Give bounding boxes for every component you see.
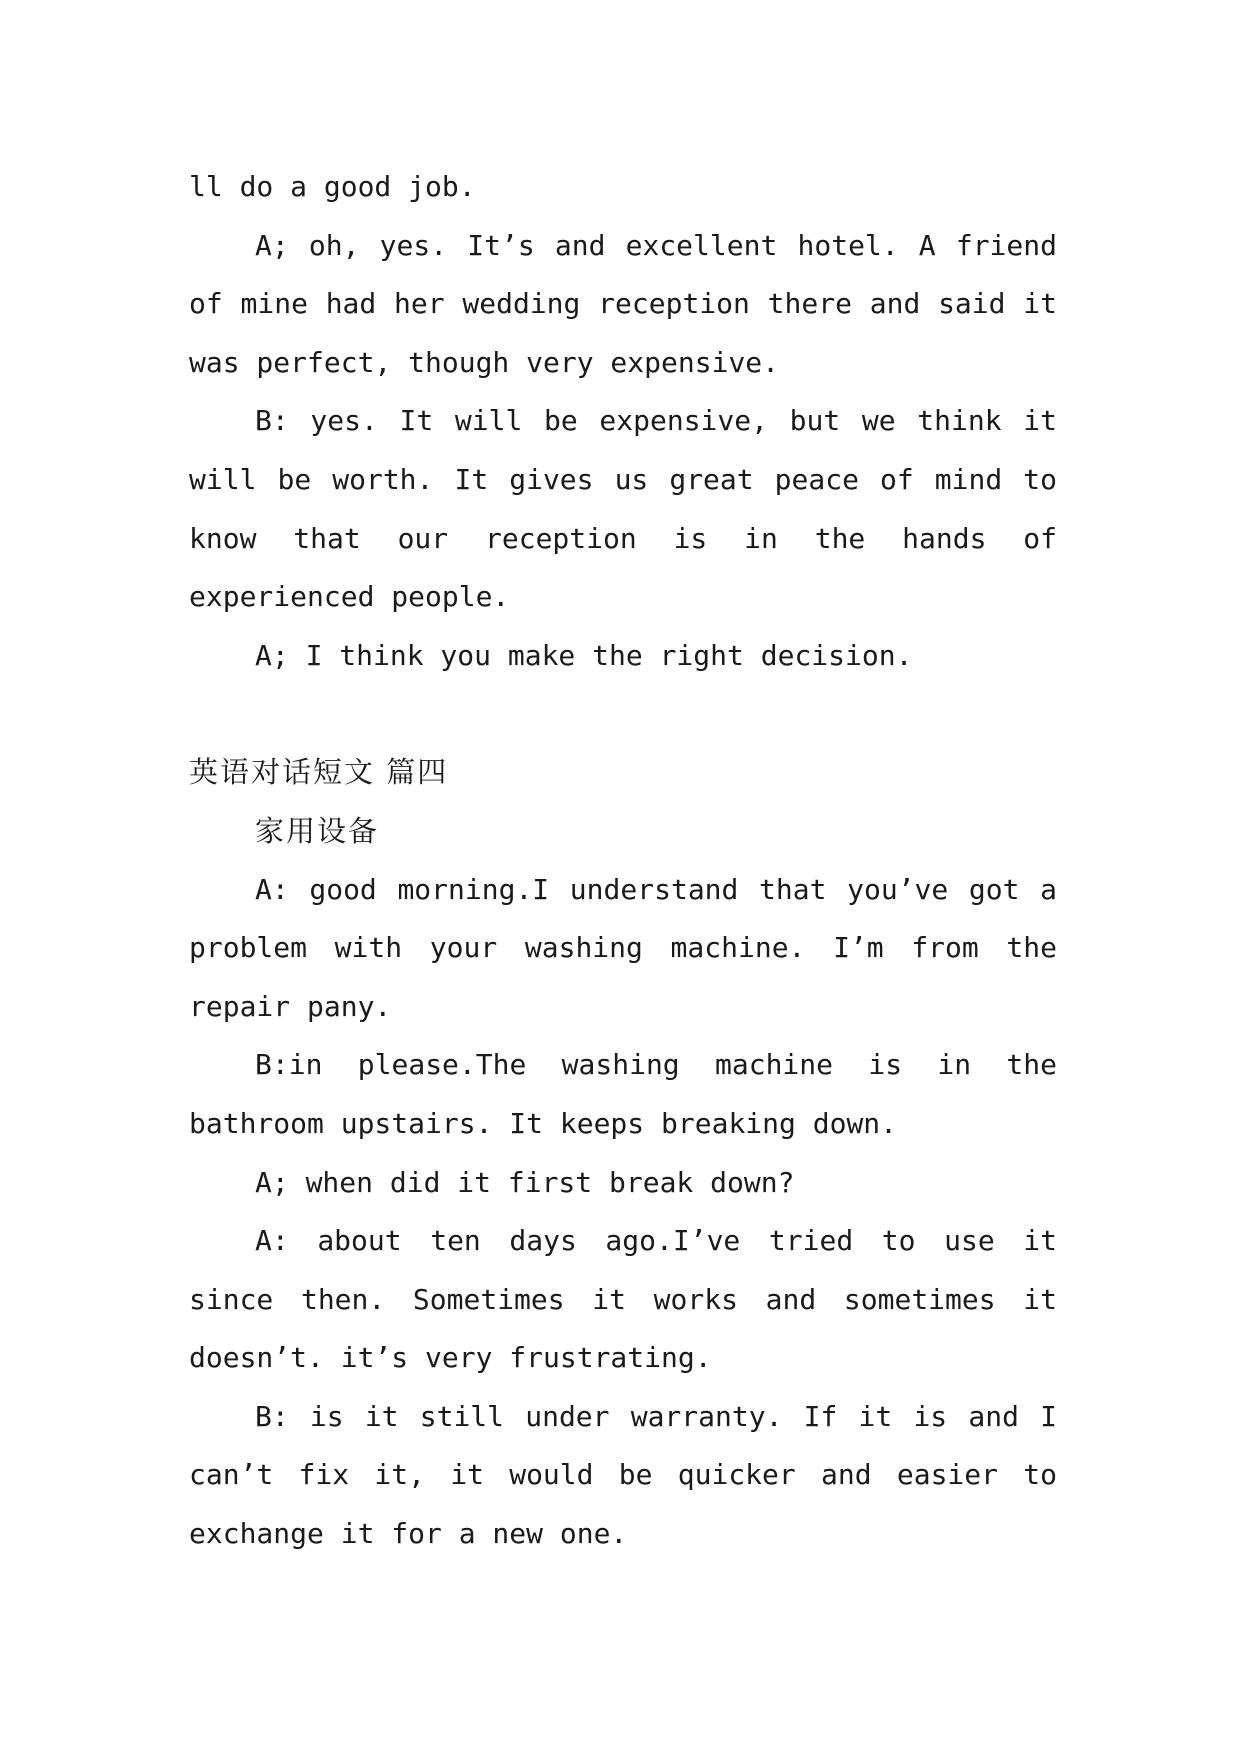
dialogue-line-a-decision: A; I think you make the right decision. xyxy=(255,638,913,672)
section-spacer xyxy=(189,685,1057,743)
dialogue-line-a-hotel: A; oh, yes. It’s and excellent hotel. A friend of mine had her wedding reception there and said it was perfect, though very expensive. xyxy=(189,228,1057,379)
dialogue-line-a-greeting: A: good morning.I understand that you’ve got a problem with your washing machine. I’m from the repair pany. xyxy=(189,872,1057,1023)
document-body xyxy=(189,158,1057,1564)
dialogue-line-b-upstairs: B:in please.The washing machine is in the bathroom upstairs. It keeps breaking down. xyxy=(189,1048,1057,1140)
dialogue-line-b-expensive: B: yes. It will be expensive, but we think it will be worth. It gives us great peace of mind to know that our reception is in the hands of experienced people. xyxy=(189,404,1057,614)
dialogue-line-b-warranty: B: is it still under warranty. If it is and I can’t fix it, it would be quicker and easier to exchange it for a new one. xyxy=(189,1399,1057,1551)
section-title: 英语对话短文 篇四 xyxy=(189,755,449,790)
dialogue-line-a-question: A; when did it first break down? xyxy=(255,1165,795,1199)
section-subtitle: 家用设备 xyxy=(255,813,380,848)
dialogue-line-a-frustrating: A: about ten days ago.I’ve tried to use it since then. Sometimes it works and sometimes it doesn’t. it’s very frustrating. xyxy=(189,1224,1057,1375)
paragraph-continuation: ll do a good job. xyxy=(189,170,476,203)
